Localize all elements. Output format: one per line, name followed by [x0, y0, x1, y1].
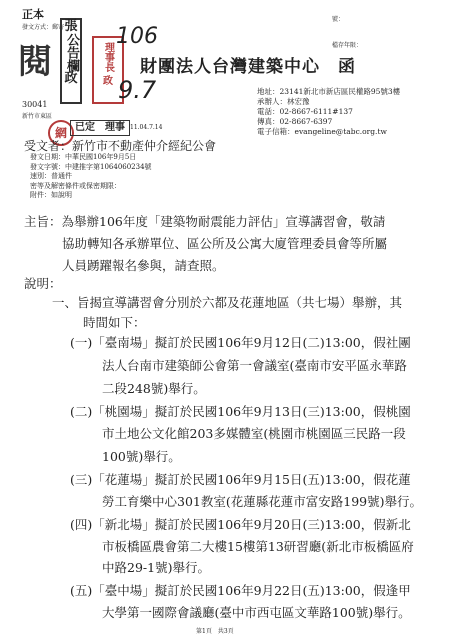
retention-label: 檔存年限： — [332, 42, 363, 49]
public-notice-sub: 政 — [64, 71, 78, 86]
postal-code: 30041 — [22, 100, 48, 109]
contact-block — [257, 87, 400, 137]
fax-line: 傳真：02-8667-6397 — [257, 117, 333, 126]
document-meta — [30, 153, 152, 201]
email-line: 電子信箱：evangeline@tabc.org.tw — [257, 127, 387, 136]
copy-type-label: 正本 — [22, 8, 44, 21]
session-newtaipei-line-2: 市板橋區農會第二大樓15樓第13研習廳(新北市板橋區府 — [102, 539, 414, 554]
received-stamp: 閱 — [18, 42, 52, 82]
session-hualien-line-2: 勞工育樂中心301教室(花蓮縣花蓮市富安路199號)舉行。 — [102, 494, 422, 509]
postal-district: 新竹市東區 — [22, 113, 53, 120]
session-tainan-line-1: (一)「臺南場」擬訂於民國106年9月12日(二)13:00，假社團 — [70, 335, 411, 350]
phone-line: 電話：02-8667-6111#137 — [257, 107, 353, 116]
public-notice-text: 公告欄 — [64, 33, 79, 72]
session-taichung-line-1: (五)「臺中場」擬訂於民國106年9月22日(五)13:00，假逢甲 — [70, 583, 411, 598]
security-level: 密等及解密條件或保密期限： — [30, 181, 121, 190]
subject-line-2: 協助轉知各承辦單位、區公所及公寓大廈管理委員會等所屬 — [62, 236, 388, 251]
recipient-label: 受文者： — [24, 139, 73, 153]
item1-line-2: 時間如下： — [83, 315, 146, 330]
subject-line-1: 主旨：為舉辦106年度「建築物耐震能力評估」宣導講習會，敬請 — [24, 214, 386, 229]
page-number: 第1頁 共3頁 — [196, 628, 234, 635]
session-newtaipei-line-3: 中路29-1號)舉行。 — [102, 560, 210, 575]
attachment: 附件：如說明 — [30, 191, 72, 199]
session-hualien-line-1: (三)「花蓮場」擬訂於民國106年9月15日(五)13:00，假花蓮 — [70, 472, 411, 487]
session-taoyuan-line-1: (二)「桃園場」擬訂於民國106年9月13日(三)13:00，假桃園 — [70, 404, 411, 419]
subject-label: 主旨： — [24, 214, 62, 229]
sequence-stamp: 11.04.7.14 — [130, 124, 163, 131]
urgency: 速別：普通件 — [30, 172, 72, 180]
department-stamp-bottom: 政 — [103, 76, 113, 87]
explanation-label: 說明： — [24, 276, 62, 291]
handwritten-year: 106 — [116, 24, 158, 49]
subject-line-3: 人員踴躍報名參與，請查照。 — [62, 258, 225, 273]
dispatch-method: 發文方式：郵寄 — [22, 24, 65, 31]
session-taichung-line-2: 大學第一國際會議廳(臺中市西屯區文華路100號)舉行。 — [102, 605, 411, 620]
session-newtaipei-line-1: (四)「新北場」擬訂於民國106年9月20日(三)13:00，假新北 — [70, 517, 411, 532]
session-taoyuan-line-3: 100號)舉行。 — [102, 449, 181, 464]
recipient-name: 新竹市不動產仲介經紀公會 — [72, 139, 217, 153]
session-taoyuan-line-2: 市土地公文化館203多媒體室(桃園市桃園區三民路一段 — [102, 426, 406, 441]
session-tainan-line-3: 二段248號)舉行。 — [102, 381, 206, 396]
address-line: 地址：23141新北市新店區民權路95號3樓 — [257, 87, 401, 96]
processed-box-stamp: 已定 理事 — [70, 120, 130, 136]
recipient-line — [24, 137, 216, 154]
document-number: 發文字號：中建推字第1064060234號 — [30, 162, 152, 171]
handwritten-date: 9.7 — [118, 76, 157, 104]
issue-date: 發文日期：中華民國106年9月5日 — [30, 153, 137, 161]
contact-person: 承辦人：林宏豫 — [257, 97, 310, 106]
document-title: 財團法人台灣建築中心 函 — [140, 57, 356, 77]
file-number-label: 號： — [332, 16, 345, 23]
department-stamp-top: 理事長 — [102, 42, 114, 72]
public-notice-stamp — [60, 18, 82, 104]
public-notice-top: 張 — [64, 19, 78, 34]
session-tainan-line-2: 法人台南市建築師公會第一會議室(臺南市安平區永華路 — [102, 358, 407, 373]
red-circle-stamp: 網 — [48, 120, 74, 146]
item1-line-1: 一、旨揭宣導講習會分別於六都及花蓮地區（共七場）舉辦，其 — [52, 295, 403, 310]
